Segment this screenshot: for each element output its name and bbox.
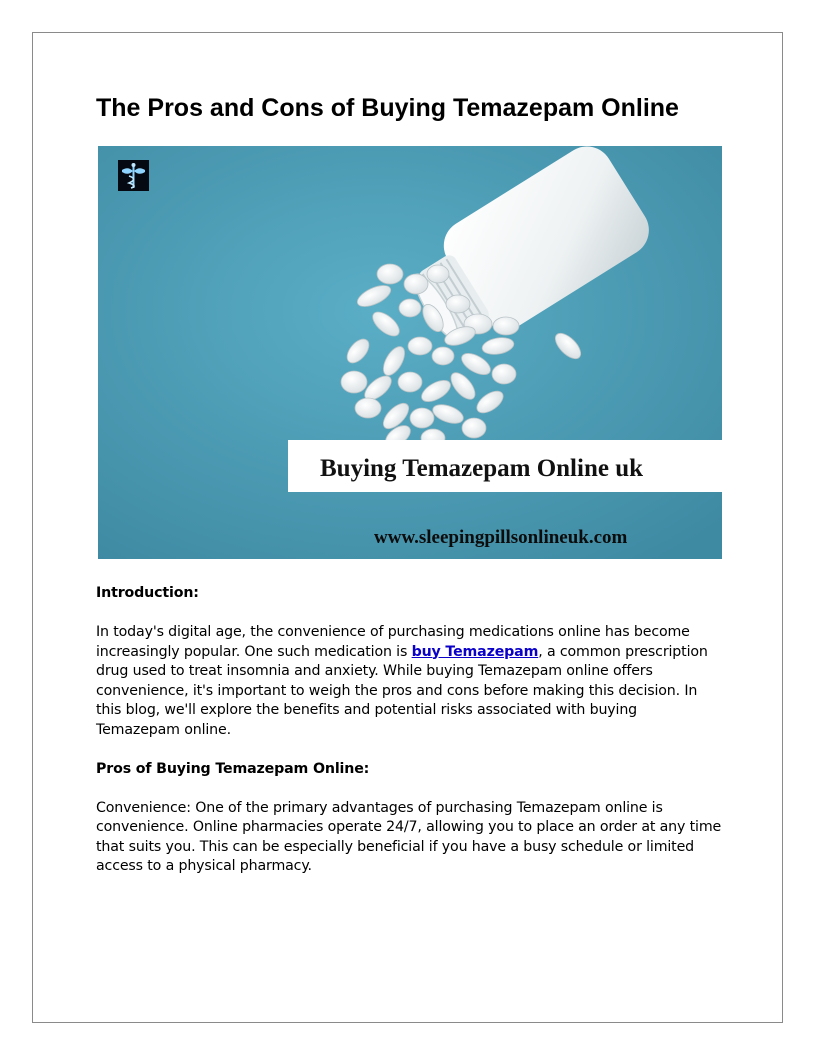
website-url: www.sleepingpillsonlineuk.com (374, 527, 628, 548)
convenience-paragraph: Convenience: One of the primary advantages of purchasing Temazepam online is convenience. Online pharmacies operate 24/7, allowing you to place an order at any time that suits you. This can be especially beneficial if you have a busy schedule or limited access to a physical pharmacy. (96, 799, 722, 874)
introduction-heading: Introduction: (96, 585, 199, 601)
introduction-paragraph (96, 623, 722, 740)
intro-text-before-link: In today's digital age, the convenience of purchasing medications online has become increasingly popular. One such medication is (96, 624, 690, 660)
buy-temazepam-link[interactable]: buy Temazepam (411, 643, 539, 660)
intro-text-after-link: , a common prescription drug used to treat insomnia and anxiety. While buying Temazepam online offers convenience, it's important to weigh the pros and cons before making this decision. In this blog, we'll explore the benefits and potential risks associated with buying Temazepam online. (96, 643, 708, 738)
caduceus-icon (118, 160, 149, 191)
banner-text: Buying Temazepam Online uk (320, 455, 643, 482)
hero-image (98, 146, 722, 559)
pros-heading: Pros of Buying Temazepam Online: (96, 760, 370, 777)
document-title: The Pros and Cons of Buying Temazepam Online (96, 94, 679, 122)
article-body (96, 584, 722, 877)
